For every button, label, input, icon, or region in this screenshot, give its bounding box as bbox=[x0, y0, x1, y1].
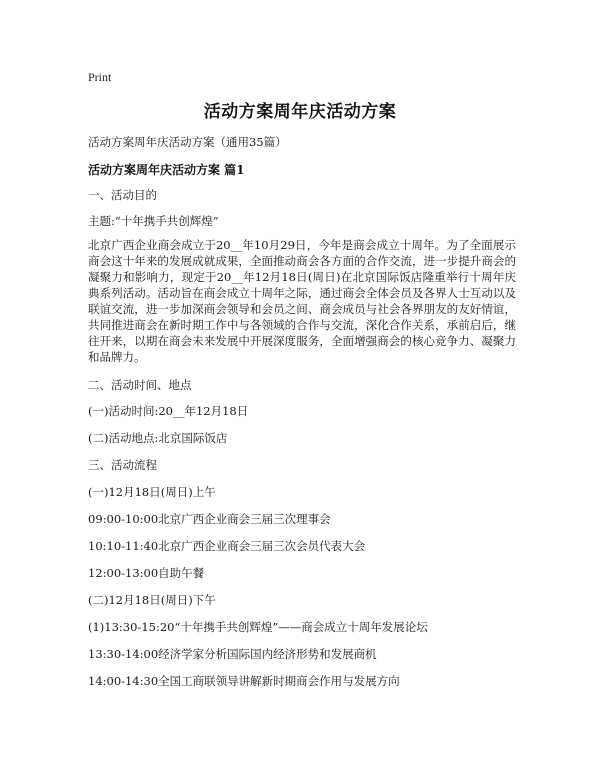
schedule-item-5: 13:30-14:00经济学家分析国际国内经济形势和发展商机 bbox=[88, 647, 377, 661]
document-subtitle: 活动方案周年庆活动方案（通用35篇） bbox=[88, 135, 287, 149]
schedule-item-4: (1)13:30-15:20“十年携手共创辉煌”——商会成立十周年发展论坛 bbox=[88, 620, 428, 634]
place-line: (二)活动地点:北京国际饭店 bbox=[88, 431, 228, 445]
section-heading: 活动方案周年庆活动方案 篇1 bbox=[88, 163, 245, 177]
afternoon-line: (二)12月18日(周日)下午 bbox=[88, 593, 216, 607]
schedule-item-6: 14:00-14:30全国工商联领导讲解新时期商会作用与发展方向 bbox=[88, 674, 400, 688]
theme-line: 主题:“十年携手共创辉煌” bbox=[88, 214, 219, 228]
print-link[interactable]: Print bbox=[88, 70, 112, 84]
schedule-item-1: 09:00-10:00北京广西企业商会三届三次理事会 bbox=[88, 512, 331, 526]
schedule-item-2: 10:10-11:40北京广西企业商会三届三次会员代表大会 bbox=[88, 539, 366, 553]
time-line: (一)活动时间:20__年12月18日 bbox=[88, 404, 249, 418]
schedule-item-3: 12:00-13:00自助午餐 bbox=[88, 566, 205, 580]
intro-paragraph: 北京广西企业商会成立于20__年10月29日，今年是商会成立十周年。为了全面展示商会这十年来的发展成就成果，全面推动商会各方面的合作交流，进一步提升商会的凝聚力和影响力，现定于20__年12月18日(周日)在北京国际饭店隆重举行十周年庆典系列活动。活动旨在商会成立十周年之际，通过商会全体会员及各界人士互动以及联谊交流，进一步加深商会领导和会员之间、商会成员与社会各界朋友的友好情谊，共同推进商会在新时期工作中与各领域的合作与交流，深化合作关系，承前启后，继往开来，以期在商会未来发展中开展深度服务，全面增强商会的核心竞争力、凝聚力和品牌力。 bbox=[88, 238, 516, 364]
flow-heading: 三、活动流程 bbox=[88, 458, 157, 472]
morning-line: (一)12月18日(周日)上午 bbox=[88, 485, 216, 499]
document-title: 活动方案周年庆活动方案 bbox=[203, 102, 397, 122]
purpose-heading: 一、活动目的 bbox=[88, 188, 157, 202]
time-place-heading: 二、活动时间、地点 bbox=[88, 378, 192, 392]
